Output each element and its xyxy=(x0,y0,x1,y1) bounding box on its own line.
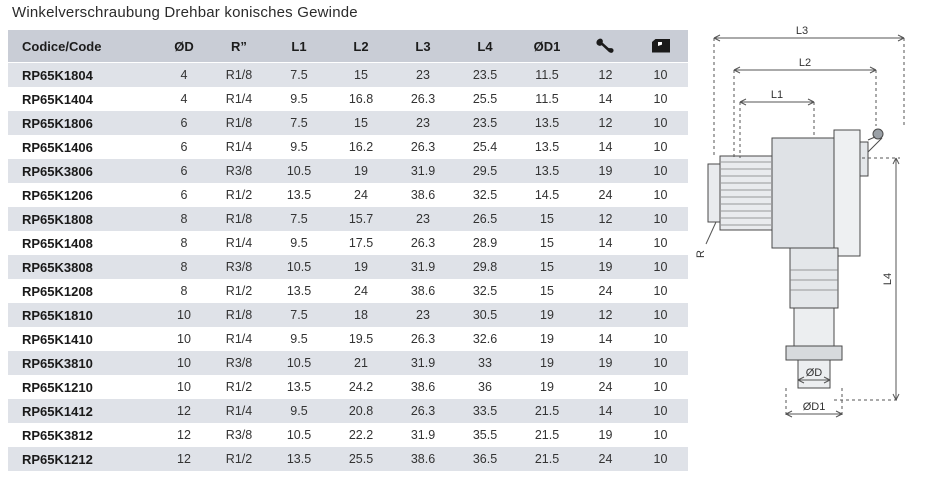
dimension-label-l1: L1 xyxy=(770,89,784,101)
spec-table xyxy=(8,30,688,471)
cell-l2: 18 xyxy=(330,303,392,327)
cell-diameter-d1: 14.5 xyxy=(516,183,578,207)
cell-thread-r: R3/8 xyxy=(210,423,268,447)
cell-thread-r: R1/8 xyxy=(210,111,268,135)
cell-diameter-d: 10 xyxy=(158,375,210,399)
cell-package: 10 xyxy=(633,279,688,303)
cell-l4: 36 xyxy=(454,375,516,399)
cell-wrench: 12 xyxy=(578,111,633,135)
cell-l1: 10.5 xyxy=(268,159,330,183)
table-row xyxy=(8,111,688,135)
cell-package: 10 xyxy=(633,375,688,399)
cell-l3: 38.6 xyxy=(392,279,454,303)
cell-l2: 25.5 xyxy=(330,447,392,471)
table-row xyxy=(8,159,688,183)
cell-code: RP65K3810 xyxy=(8,351,158,375)
cell-package: 10 xyxy=(633,399,688,423)
cell-thread-r: R1/8 xyxy=(210,207,268,231)
cell-l1: 10.5 xyxy=(268,255,330,279)
cell-thread-r: R1/8 xyxy=(210,63,268,88)
cell-code: RP65K1808 xyxy=(8,207,158,231)
cell-l2: 16.8 xyxy=(330,87,392,111)
cell-l4: 23.5 xyxy=(454,111,516,135)
cell-diameter-d1: 15 xyxy=(516,231,578,255)
cell-l1: 9.5 xyxy=(268,399,330,423)
cell-package: 10 xyxy=(633,87,688,111)
cell-diameter-d1: 11.5 xyxy=(516,87,578,111)
cell-diameter-d1: 11.5 xyxy=(516,63,578,88)
cell-diameter-d1: 15 xyxy=(516,207,578,231)
table-row xyxy=(8,375,688,399)
cell-l2: 20.8 xyxy=(330,399,392,423)
cell-l4: 36.5 xyxy=(454,447,516,471)
cell-diameter-d1: 15 xyxy=(516,255,578,279)
cell-l3: 23 xyxy=(392,207,454,231)
cell-thread-r: R1/4 xyxy=(210,135,268,159)
column-header-thread-r: R” xyxy=(210,30,268,63)
cell-thread-r: R1/2 xyxy=(210,183,268,207)
cell-wrench: 19 xyxy=(578,255,633,279)
cell-diameter-d: 8 xyxy=(158,255,210,279)
cell-l3: 31.9 xyxy=(392,159,454,183)
table-header-row xyxy=(8,30,688,63)
table-row xyxy=(8,423,688,447)
table-row xyxy=(8,399,688,423)
cell-wrench: 12 xyxy=(578,63,633,88)
cell-diameter-d: 6 xyxy=(158,135,210,159)
column-header-l3: L3 xyxy=(392,30,454,63)
cell-diameter-d: 6 xyxy=(158,159,210,183)
dimension-label-diameter-d: ØD xyxy=(805,367,823,379)
column-header-package xyxy=(633,30,688,63)
cell-l4: 25.5 xyxy=(454,87,516,111)
table-row xyxy=(8,351,688,375)
cell-code: RP65K1806 xyxy=(8,111,158,135)
cell-l1: 13.5 xyxy=(268,447,330,471)
cell-thread-r: R1/4 xyxy=(210,87,268,111)
cell-thread-r: R3/8 xyxy=(210,159,268,183)
cell-l4: 32.5 xyxy=(454,183,516,207)
cell-l4: 23.5 xyxy=(454,63,516,88)
cell-l4: 25.4 xyxy=(454,135,516,159)
cell-diameter-d: 10 xyxy=(158,351,210,375)
cell-wrench: 12 xyxy=(578,303,633,327)
column-header-code: Codice/Code xyxy=(8,30,158,63)
cell-l1: 9.5 xyxy=(268,87,330,111)
cell-wrench: 24 xyxy=(578,447,633,471)
cell-l2: 17.5 xyxy=(330,231,392,255)
cell-package: 10 xyxy=(633,255,688,279)
cell-code: RP65K1206 xyxy=(8,183,158,207)
cell-code: RP65K1406 xyxy=(8,135,158,159)
table-row xyxy=(8,231,688,255)
cell-wrench: 12 xyxy=(578,207,633,231)
cell-wrench: 14 xyxy=(578,135,633,159)
spec-table-body xyxy=(8,63,688,472)
table-row xyxy=(8,327,688,351)
cell-l3: 31.9 xyxy=(392,351,454,375)
cell-l3: 38.6 xyxy=(392,447,454,471)
table-row xyxy=(8,303,688,327)
table-row xyxy=(8,63,688,88)
cell-l4: 32.6 xyxy=(454,327,516,351)
cell-diameter-d: 8 xyxy=(158,231,210,255)
cell-thread-r: R1/2 xyxy=(210,447,268,471)
cell-thread-r: R1/4 xyxy=(210,231,268,255)
cell-diameter-d1: 15 xyxy=(516,279,578,303)
dimension-label-l2: L2 xyxy=(798,57,812,69)
cell-l3: 38.6 xyxy=(392,375,454,399)
cell-l4: 32.5 xyxy=(454,279,516,303)
cell-code: RP65K1208 xyxy=(8,279,158,303)
cell-code: RP65K3806 xyxy=(8,159,158,183)
cell-diameter-d: 12 xyxy=(158,423,210,447)
cell-l3: 26.3 xyxy=(392,327,454,351)
cell-l1: 7.5 xyxy=(268,303,330,327)
cell-diameter-d: 12 xyxy=(158,447,210,471)
cell-thread-r: R3/8 xyxy=(210,255,268,279)
cell-l2: 19.5 xyxy=(330,327,392,351)
dimension-label-diameter-d1: ØD1 xyxy=(802,401,826,413)
cell-diameter-d: 10 xyxy=(158,303,210,327)
cell-l4: 33 xyxy=(454,351,516,375)
cell-package: 10 xyxy=(633,447,688,471)
column-header-wrench xyxy=(578,30,633,63)
cell-diameter-d1: 21.5 xyxy=(516,423,578,447)
column-header-l1: L1 xyxy=(268,30,330,63)
cell-wrench: 14 xyxy=(578,231,633,255)
cell-diameter-d1: 13.5 xyxy=(516,159,578,183)
cell-wrench: 19 xyxy=(578,159,633,183)
cell-l1: 7.5 xyxy=(268,63,330,88)
cell-package: 10 xyxy=(633,303,688,327)
table-row xyxy=(8,279,688,303)
table-row xyxy=(8,207,688,231)
cell-l4: 26.5 xyxy=(454,207,516,231)
cell-l1: 10.5 xyxy=(268,351,330,375)
cell-wrench: 14 xyxy=(578,399,633,423)
cell-diameter-d: 4 xyxy=(158,87,210,111)
spec-table-head xyxy=(8,30,688,63)
cell-wrench: 14 xyxy=(578,87,633,111)
cell-package: 10 xyxy=(633,351,688,375)
table-row xyxy=(8,255,688,279)
cell-code: RP65K1412 xyxy=(8,399,158,423)
cell-thread-r: R1/4 xyxy=(210,327,268,351)
cell-package: 10 xyxy=(633,63,688,88)
cell-l1: 13.5 xyxy=(268,375,330,399)
technical-drawing xyxy=(694,8,930,478)
cell-l1: 7.5 xyxy=(268,111,330,135)
cell-diameter-d: 8 xyxy=(158,279,210,303)
cell-l2: 22.2 xyxy=(330,423,392,447)
dimension-label-r: R xyxy=(695,250,707,258)
cell-wrench: 19 xyxy=(578,423,633,447)
cell-diameter-d1: 13.5 xyxy=(516,111,578,135)
cell-thread-r: R1/2 xyxy=(210,375,268,399)
cell-package: 10 xyxy=(633,183,688,207)
cell-diameter-d1: 13.5 xyxy=(516,135,578,159)
cell-l1: 9.5 xyxy=(268,231,330,255)
cell-code: RP65K1404 xyxy=(8,87,158,111)
cell-l2: 15 xyxy=(330,111,392,135)
cell-l2: 24 xyxy=(330,183,392,207)
cell-l4: 29.5 xyxy=(454,159,516,183)
cell-l2: 24.2 xyxy=(330,375,392,399)
cell-l3: 26.3 xyxy=(392,135,454,159)
cell-l2: 16.2 xyxy=(330,135,392,159)
cell-l3: 26.3 xyxy=(392,399,454,423)
cell-l4: 30.5 xyxy=(454,303,516,327)
cell-diameter-d1: 19 xyxy=(516,375,578,399)
cell-package: 10 xyxy=(633,135,688,159)
cell-l3: 26.3 xyxy=(392,231,454,255)
column-header-l4: L4 xyxy=(454,30,516,63)
cell-l2: 19 xyxy=(330,255,392,279)
dimension-label-l3: L3 xyxy=(795,25,809,37)
cell-thread-r: R1/8 xyxy=(210,303,268,327)
cell-l3: 23 xyxy=(392,63,454,88)
cell-l3: 23 xyxy=(392,303,454,327)
cell-package: 10 xyxy=(633,159,688,183)
cell-l3: 31.9 xyxy=(392,255,454,279)
cell-wrench: 19 xyxy=(578,351,633,375)
cell-diameter-d1: 21.5 xyxy=(516,399,578,423)
cell-diameter-d: 6 xyxy=(158,183,210,207)
cell-l1: 10.5 xyxy=(268,423,330,447)
cell-l2: 15 xyxy=(330,63,392,88)
cell-l3: 23 xyxy=(392,111,454,135)
cell-l2: 15.7 xyxy=(330,207,392,231)
table-row xyxy=(8,135,688,159)
cell-l3: 31.9 xyxy=(392,423,454,447)
cell-wrench: 24 xyxy=(578,279,633,303)
cell-package: 10 xyxy=(633,231,688,255)
cell-l4: 33.5 xyxy=(454,399,516,423)
cell-l3: 38.6 xyxy=(392,183,454,207)
cell-thread-r: R3/8 xyxy=(210,351,268,375)
box-icon xyxy=(651,38,671,54)
cell-diameter-d: 8 xyxy=(158,207,210,231)
cell-l1: 13.5 xyxy=(268,183,330,207)
cell-l4: 29.8 xyxy=(454,255,516,279)
cell-code: RP65K1210 xyxy=(8,375,158,399)
cell-l1: 9.5 xyxy=(268,135,330,159)
cell-diameter-d: 12 xyxy=(158,399,210,423)
cell-code: RP65K1804 xyxy=(8,63,158,88)
cell-diameter-d: 4 xyxy=(158,63,210,88)
cell-package: 10 xyxy=(633,111,688,135)
cell-wrench: 24 xyxy=(578,375,633,399)
column-header-diameter-d: ØD xyxy=(158,30,210,63)
cell-code: RP65K3808 xyxy=(8,255,158,279)
table-row xyxy=(8,87,688,111)
page-title: Winkelverschraubung Drehbar konisches Gewinde xyxy=(12,4,358,21)
dimension-label-l4: L4 xyxy=(882,272,894,286)
cell-package: 10 xyxy=(633,207,688,231)
column-header-diameter-d1: ØD1 xyxy=(516,30,578,63)
cell-wrench: 14 xyxy=(578,327,633,351)
cell-thread-r: R1/4 xyxy=(210,399,268,423)
cell-l4: 28.9 xyxy=(454,231,516,255)
cell-diameter-d: 6 xyxy=(158,111,210,135)
wrench-icon xyxy=(595,38,617,54)
cell-l2: 24 xyxy=(330,279,392,303)
cell-l3: 26.3 xyxy=(392,87,454,111)
cell-wrench: 24 xyxy=(578,183,633,207)
cell-diameter-d: 10 xyxy=(158,327,210,351)
cell-code: RP65K1408 xyxy=(8,231,158,255)
cell-diameter-d1: 19 xyxy=(516,327,578,351)
cell-code: RP65K1212 xyxy=(8,447,158,471)
cell-diameter-d1: 19 xyxy=(516,351,578,375)
cell-code: RP65K1410 xyxy=(8,327,158,351)
cell-diameter-d1: 21.5 xyxy=(516,447,578,471)
cell-code: RP65K3812 xyxy=(8,423,158,447)
cell-package: 10 xyxy=(633,423,688,447)
table-row xyxy=(8,447,688,471)
cell-code: RP65K1810 xyxy=(8,303,158,327)
cell-l4: 35.5 xyxy=(454,423,516,447)
cell-l2: 21 xyxy=(330,351,392,375)
column-header-l2: L2 xyxy=(330,30,392,63)
cell-thread-r: R1/2 xyxy=(210,279,268,303)
cell-l1: 13.5 xyxy=(268,279,330,303)
table-row xyxy=(8,183,688,207)
spec-table-container xyxy=(8,30,688,471)
cell-l1: 7.5 xyxy=(268,207,330,231)
cell-l1: 9.5 xyxy=(268,327,330,351)
cell-diameter-d1: 19 xyxy=(516,303,578,327)
cell-l2: 19 xyxy=(330,159,392,183)
cell-package: 10 xyxy=(633,327,688,351)
